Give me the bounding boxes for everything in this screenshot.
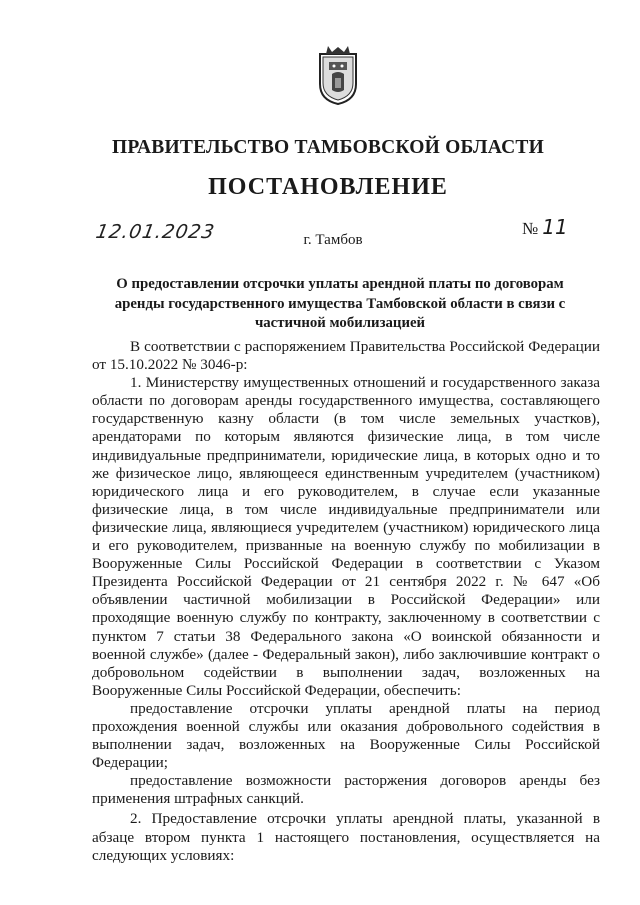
document-type: ПОСТАНОВЛЕНИЕ [208,174,448,200]
document-body [92,338,600,865]
document-city: г. Тамбов [303,232,363,248]
organization-name: ПРАВИТЕЛЬСТВО ТАМБОВСКОЙ ОБЛАСТИ [112,137,544,158]
document-title: О предоставлении отсрочки уплаты арендной платы по договорам аренды государственного имущества Тамбовской области в связи с частичной мобилизацией [114,276,566,331]
number-sign: № [522,219,539,238]
document-date: 12.01.2023 [94,221,217,243]
number-value: 11 [542,215,568,239]
paragraph: предоставление возможности расторжения договоров аренды без применения штрафных санкций. [92,772,600,808]
paragraph: предоставление отсрочки уплаты арендной платы на период прохождения военной службы или оказания добровольного содействия в выполнении задач, возложенных на Вооруженные Силы Российской Федерации; [92,699,600,772]
paragraph: В соответствии с распоряжением Правительства Российской Федерации от 15.10.2022 № 3046-р: [92,338,600,374]
paragraph: 2. Предоставление отсрочки уплаты арендной платы, указанной в абзаце втором пункта 1 настоящего постановления, осуществляется на следующих условиях: [92,810,600,864]
paragraph: 1. Министерству имущественных отношений и государственного заказа области по договорам аренды государственного имущества, составляющего государственную казну области (в том числе земельных участков), арендаторами по которым являются физические лица, в том числе индивидуальные предприниматели, юридические лица, в которых одно и то же физическое лицо, являющееся единственным учредителем (участником) юридического лица и его руководителем, в случае если указанные физические лица, в том числе индивидуальные предприниматели или физические лица, являющиеся учредителем (участником) юридического лица и его руководителем, призванные на военную службу по мобилизации в Вооруженные Силы Российской Федерации в соответствии с Указом Президента Российской Федерации от 21 сентября 2022 г. № 647 «Об объявлении частичной мобилизации в Российской Федерации» или проходящие военную службу по контракту, заключенному в соответствии с пунктом 7 статьи 38 Федерального закона «О воинской обязанности и военной службе» (далее - Федеральный закон), либо заключившие контракт о добровольном содействии в выполнении задач, возложенных на Вооруженные Силы Российской Федерации, обеспечить: [92,374,600,699]
coat-of-arms-emblem [316,44,360,106]
